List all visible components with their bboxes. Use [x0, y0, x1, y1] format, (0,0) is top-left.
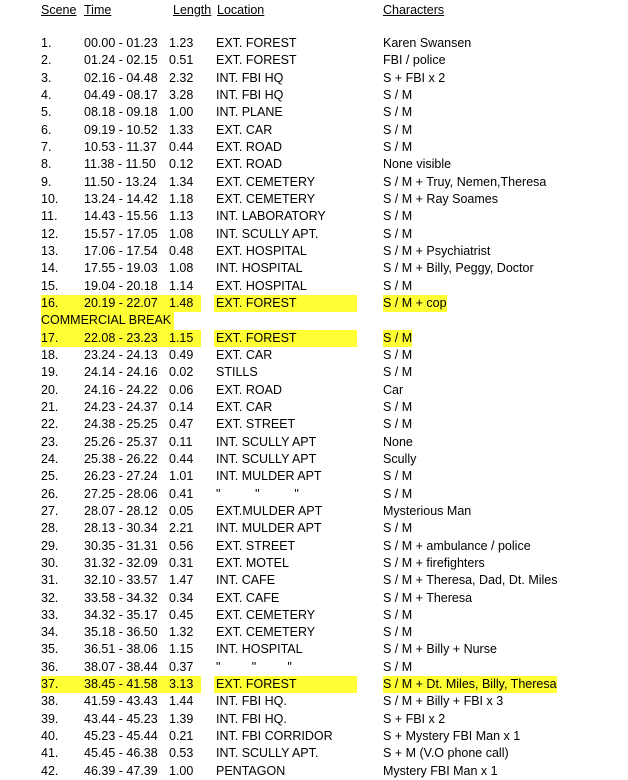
scene-characters: Mysterious Man — [383, 503, 472, 518]
table-header — [0, 2, 628, 18]
scene-number: 18. — [41, 347, 59, 362]
scene-time: 43.44 - 45.23 — [84, 711, 158, 726]
scene-number: 34. — [41, 625, 59, 640]
scene-location: EXT. CAR — [216, 399, 273, 414]
scene-location: EXT. HOSPITAL — [216, 243, 307, 258]
scene-time: 25.38 - 26.22 — [84, 451, 158, 466]
scene-characters: S / M + ambulance / police — [383, 538, 531, 553]
scene-number: 6. — [41, 122, 52, 137]
scene-number: 31. — [41, 573, 59, 588]
scene-length: 0.34 — [169, 590, 194, 605]
scene-length: 1.15 — [169, 330, 194, 345]
scene-time: 24.23 - 24.37 — [84, 399, 158, 414]
scene-time: 23.24 - 24.13 — [84, 347, 158, 362]
scene-characters: S / M — [383, 607, 413, 622]
scene-characters: S + FBI x 2 — [383, 70, 446, 85]
scene-characters: S / M — [383, 486, 413, 501]
scene-characters: FBI / police — [383, 53, 446, 68]
scene-location: EXT.MULDER APT — [216, 503, 323, 518]
table-row — [0, 174, 628, 191]
scene-characters: S / M + Psychiatrist — [383, 243, 491, 258]
scene-length: 0.47 — [169, 417, 194, 432]
table-row — [0, 590, 628, 607]
scene-number: 12. — [41, 226, 59, 241]
scene-number: 39. — [41, 711, 59, 726]
scene-length: 1.44 — [169, 694, 194, 709]
scene-characters: S / M + Theresa — [383, 590, 473, 605]
scene-location: INT. FBI HQ — [216, 70, 284, 85]
scene-location: EXT. HOSPITAL — [216, 278, 307, 293]
scene-number: 14. — [41, 261, 59, 276]
scene-number: 22. — [41, 417, 59, 432]
table-row — [0, 156, 628, 173]
scene-length: 0.41 — [169, 486, 194, 501]
scene-location: INT. FBI CORRIDOR — [216, 729, 333, 744]
scene-characters: Mystery FBI Man x 1 — [383, 763, 498, 778]
scene-number: 9. — [41, 174, 52, 189]
scene-length: 0.48 — [169, 243, 194, 258]
scene-time: 33.58 - 34.32 — [84, 590, 158, 605]
scene-number: 5. — [41, 105, 52, 120]
scene-length: 0.49 — [169, 347, 194, 362]
header-characters: Characters — [383, 3, 445, 17]
scene-characters: S / M + Ray Soames — [383, 191, 498, 206]
scene-number: 33. — [41, 607, 59, 622]
scene-length: 1.47 — [169, 573, 194, 588]
scene-time: 14.43 - 15.56 — [84, 209, 158, 224]
scene-characters: S + FBI x 2 — [383, 711, 446, 726]
scene-time: 17.55 - 19.03 — [84, 261, 158, 276]
scene-time: 27.25 - 28.06 — [84, 486, 158, 501]
scene-time: 09.19 - 10.52 — [84, 122, 158, 137]
scene-number: 26. — [41, 486, 59, 501]
table-row — [0, 139, 628, 156]
scene-length: 1.00 — [169, 105, 194, 120]
scene-number: 19. — [41, 365, 59, 380]
scene-location: EXT. FOREST — [216, 330, 297, 345]
scene-length: 0.12 — [169, 157, 194, 172]
scene-time: 02.16 - 04.48 — [84, 70, 158, 85]
table-row — [0, 711, 628, 728]
scene-characters: S / M — [383, 278, 413, 293]
scene-time: 19.04 - 20.18 — [84, 278, 158, 293]
scene-location: INT. HOSPITAL — [216, 642, 303, 657]
scene-characters: S / M + Billy + Nurse — [383, 642, 497, 657]
scene-time: 13.24 - 14.42 — [84, 191, 158, 206]
scene-time: 01.24 - 02.15 — [84, 53, 158, 68]
scene-number: 21. — [41, 399, 59, 414]
table-row — [0, 728, 628, 745]
scene-time: 25.26 - 25.37 — [84, 434, 158, 449]
scene-time: 28.13 - 30.34 — [84, 521, 158, 536]
table-row — [0, 260, 628, 277]
scene-length: 0.45 — [169, 607, 194, 622]
scene-characters: None — [383, 434, 413, 449]
scene-time: 11.50 - 13.24 — [84, 174, 157, 189]
scene-location: EXT. CAR — [216, 347, 273, 362]
table-row — [0, 122, 628, 139]
table-row — [0, 399, 628, 416]
scene-length: 1.08 — [169, 261, 194, 276]
scene-characters: None visible — [383, 157, 452, 172]
scene-number: 37. — [41, 677, 59, 692]
scene-characters: S / M — [383, 209, 413, 224]
scene-characters: S / M + cop — [383, 295, 447, 312]
scene-time: 41.59 - 43.43 — [84, 694, 158, 709]
table-row — [0, 35, 628, 52]
scene-length: 2.21 — [169, 521, 194, 536]
scene-characters: S / M — [383, 330, 412, 347]
scene-time: 46.39 - 47.39 — [84, 763, 158, 778]
scene-number: 1. — [41, 36, 52, 50]
scene-time: 04.49 - 08.17 — [84, 87, 158, 102]
table-row — [0, 208, 628, 225]
scene-time: 35.18 - 36.50 — [84, 625, 158, 640]
scene-length: 0.14 — [169, 399, 194, 414]
scene-location: INT. SCULLY APT — [216, 434, 317, 449]
scene-length: 1.18 — [169, 191, 194, 206]
scene-number: 40. — [41, 729, 59, 744]
scene-number: 8. — [41, 157, 52, 172]
scene-length: 0.37 — [169, 659, 194, 674]
table-row — [0, 295, 628, 312]
table-row — [0, 520, 628, 537]
scene-time: 38.45 - 41.58 — [84, 677, 158, 692]
scene-number: 38. — [41, 694, 59, 709]
scene-location: INT. SCULLY APT. — [216, 746, 319, 761]
commercial-break-row — [0, 312, 628, 329]
scene-time: 30.35 - 31.31 — [84, 538, 158, 553]
scene-location: EXT. ROAD — [216, 139, 282, 154]
scene-time: 31.32 - 32.09 — [84, 555, 158, 570]
scene-number: 3. — [41, 70, 52, 85]
scene-length: 0.02 — [169, 365, 194, 380]
table-row — [0, 745, 628, 762]
scene-characters: S + Mystery FBI Man x 1 — [383, 729, 521, 744]
scene-length: 0.06 — [169, 382, 194, 397]
scene-length: 2.32 — [169, 70, 194, 85]
scene-number: 20. — [41, 382, 59, 397]
scene-length: 1.39 — [169, 711, 194, 726]
scene-location: EXT. CEMETERY — [216, 174, 316, 189]
scene-time: 26.23 - 27.24 — [84, 469, 158, 484]
scene-length: 1.32 — [169, 625, 194, 640]
scene-location: EXT. CEMETERY — [216, 625, 316, 640]
scene-characters: S / M — [383, 347, 413, 362]
scene-location: EXT. FOREST — [216, 53, 297, 68]
scene-time: 45.45 - 46.38 — [84, 746, 158, 761]
scene-characters: Karen Swansen — [383, 36, 472, 50]
table-row — [0, 347, 628, 364]
table-row — [0, 70, 628, 87]
scene-time: 20.19 - 22.07 — [84, 295, 158, 310]
scene-location: INT. HOSPITAL — [216, 261, 303, 276]
scene-characters: S / M — [383, 625, 413, 640]
scene-characters: S / M — [383, 139, 413, 154]
scene-number: 23. — [41, 434, 59, 449]
scene-number: 4. — [41, 87, 52, 102]
scene-characters: S / M — [383, 105, 413, 120]
scene-time: 24.14 - 24.16 — [84, 365, 158, 380]
scene-length: 0.31 — [169, 555, 194, 570]
scene-location: INT. CAFE — [216, 573, 276, 588]
scene-location: " " " — [216, 486, 299, 501]
scene-time: 22.08 - 23.23 — [84, 330, 158, 345]
scene-location: EXT. ROAD — [216, 382, 282, 397]
commercial-break-label: COMMERCIAL BREAK — [41, 312, 174, 329]
scene-characters: S / M — [383, 226, 413, 241]
scene-characters: Scully — [383, 451, 417, 466]
scene-length: 1.34 — [169, 174, 194, 189]
scene-time: 24.38 - 25.25 — [84, 417, 158, 432]
scene-time: 28.07 - 28.12 — [84, 503, 158, 518]
table-row — [0, 538, 628, 555]
scene-time: 34.32 - 35.17 — [84, 607, 158, 622]
table-row — [0, 52, 628, 69]
table-row — [0, 468, 628, 485]
scene-location: PENTAGON — [216, 763, 286, 778]
table-row — [0, 763, 628, 780]
scene-number: 17. — [41, 330, 59, 345]
scene-location: INT. MULDER APT — [216, 521, 322, 536]
scene-characters: S / M + Theresa, Dad, Dt. Miles — [383, 573, 558, 588]
scene-length: 1.48 — [169, 295, 194, 310]
scene-time: 45.23 - 45.44 — [84, 729, 158, 744]
table-row — [0, 191, 628, 208]
table-row — [0, 330, 628, 347]
table-row — [0, 641, 628, 658]
table-row — [0, 243, 628, 260]
scene-length: 1.08 — [169, 226, 194, 241]
table-row — [0, 364, 628, 381]
scene-characters: S + M (V.O phone call) — [383, 746, 509, 761]
scene-location: EXT. STREET — [216, 538, 296, 553]
scene-time: 10.53 - 11.37 — [84, 139, 157, 154]
table-row — [0, 451, 628, 468]
scene-number: 24. — [41, 451, 59, 466]
scene-number: 11. — [41, 209, 58, 224]
scene-time: 15.57 - 17.05 — [84, 226, 158, 241]
scene-characters: S / M + Billy, Peggy, Doctor — [383, 261, 534, 276]
scene-location: INT. FBI HQ — [216, 87, 284, 102]
header-time: Time — [84, 3, 112, 17]
scene-length: 3.28 — [169, 87, 194, 102]
scene-number: 30. — [41, 555, 59, 570]
scene-length: 1.13 — [169, 209, 194, 224]
scene-characters: S / M — [383, 659, 413, 674]
scene-location: EXT. FOREST — [216, 295, 297, 310]
table-row — [0, 624, 628, 641]
scene-characters: S / M — [383, 469, 413, 484]
scene-length: 0.21 — [169, 729, 194, 744]
table-row — [0, 555, 628, 572]
table-row — [0, 226, 628, 243]
scene-location: EXT. FOREST — [216, 677, 297, 692]
table-row — [0, 87, 628, 104]
table-row — [0, 659, 628, 676]
table-row — [0, 693, 628, 710]
scene-location: INT. MULDER APT — [216, 469, 322, 484]
header-length: Length — [173, 3, 212, 17]
scene-location: STILLS — [216, 365, 258, 380]
header-scene: Scene — [41, 3, 77, 17]
scene-length: 3.13 — [169, 677, 194, 692]
scene-length: 1.00 — [169, 763, 194, 778]
table-row — [0, 278, 628, 295]
scene-length: 0.56 — [169, 538, 194, 553]
scene-number: 29. — [41, 538, 59, 553]
scene-characters: S / M — [383, 87, 413, 102]
scene-number: 7. — [41, 139, 52, 154]
scene-location: EXT. MOTEL — [216, 555, 289, 570]
scene-length: 1.14 — [169, 278, 194, 293]
scene-number: 42. — [41, 763, 59, 778]
scene-location: EXT. ROAD — [216, 157, 282, 172]
table-row — [0, 104, 628, 121]
scene-location: INT. FBI HQ. — [216, 694, 287, 709]
scene-characters: S / M — [383, 521, 413, 536]
header-location: Location — [217, 3, 265, 17]
scene-number: 28. — [41, 521, 59, 536]
scene-time: 17.06 - 17.54 — [84, 243, 158, 258]
scene-time: 24.16 - 24.22 — [84, 382, 158, 397]
scene-number: 35. — [41, 642, 59, 657]
scene-location: " " " — [216, 659, 292, 674]
table-row — [0, 607, 628, 624]
scene-location: INT. LABORATORY — [216, 209, 326, 224]
scene-characters: Car — [383, 382, 404, 397]
scene-location: EXT. FOREST — [216, 36, 297, 50]
scene-time: 36.51 - 38.06 — [84, 642, 158, 657]
scene-number: 36. — [41, 659, 59, 674]
scene-characters: S / M + Dt. Miles, Billy, Theresa — [383, 676, 557, 693]
scene-characters: S / M + firefighters — [383, 555, 485, 570]
scene-location: INT. FBI HQ. — [216, 711, 287, 726]
scene-length: 0.53 — [169, 746, 194, 761]
table-row — [0, 676, 628, 693]
scene-table-body — [0, 35, 628, 780]
scene-length: 1.15 — [169, 642, 194, 657]
table-row — [0, 382, 628, 399]
scene-location: INT. PLANE — [216, 105, 283, 120]
scene-location: EXT. CEMETERY — [216, 191, 316, 206]
scene-time: 08.18 - 09.18 — [84, 105, 158, 120]
scene-number: 27. — [41, 503, 59, 518]
scene-location: EXT. CEMETERY — [216, 607, 316, 622]
scene-length: 1.01 — [169, 469, 194, 484]
scene-length: 0.51 — [169, 53, 194, 68]
scene-characters: S / M — [383, 417, 413, 432]
scene-number: 15. — [41, 278, 59, 293]
scene-characters: S / M — [383, 399, 413, 414]
scene-time: 00.00 - 01.23 — [84, 36, 158, 50]
scene-location: EXT. CAFE — [216, 590, 280, 605]
scene-characters: S / M — [383, 365, 413, 380]
scene-number: 10. — [41, 191, 59, 206]
table-row — [0, 416, 628, 433]
scene-length: 0.05 — [169, 503, 194, 518]
scene-length: 0.44 — [169, 451, 194, 466]
table-row — [0, 572, 628, 589]
scene-number: 13. — [41, 243, 59, 258]
scene-characters: S / M + Billy + FBI x 3 — [383, 694, 504, 709]
scene-length: 1.33 — [169, 122, 194, 137]
scene-location: EXT. STREET — [216, 417, 296, 432]
table-row — [0, 434, 628, 451]
scene-number: 2. — [41, 53, 52, 68]
scene-length: 0.44 — [169, 139, 194, 154]
scene-time: 38.07 - 38.44 — [84, 659, 158, 674]
scene-time: 32.10 - 33.57 — [84, 573, 158, 588]
scene-time: 11.38 - 11.50 — [84, 157, 156, 172]
scene-characters: S / M — [383, 122, 413, 137]
scene-location: EXT. CAR — [216, 122, 273, 137]
table-row — [0, 503, 628, 520]
scene-number: 25. — [41, 469, 59, 484]
scene-number: 41. — [41, 746, 59, 761]
scene-characters: S / M + Truy, Nemen,Theresa — [383, 174, 547, 189]
table-row — [0, 486, 628, 503]
scene-number: 32. — [41, 590, 59, 605]
scene-location: INT. SCULLY APT — [216, 451, 317, 466]
scene-number: 16. — [41, 295, 59, 310]
scene-length: 1.23 — [169, 36, 194, 50]
scene-length: 0.11 — [169, 434, 193, 449]
scene-location: INT. SCULLY APT. — [216, 226, 319, 241]
